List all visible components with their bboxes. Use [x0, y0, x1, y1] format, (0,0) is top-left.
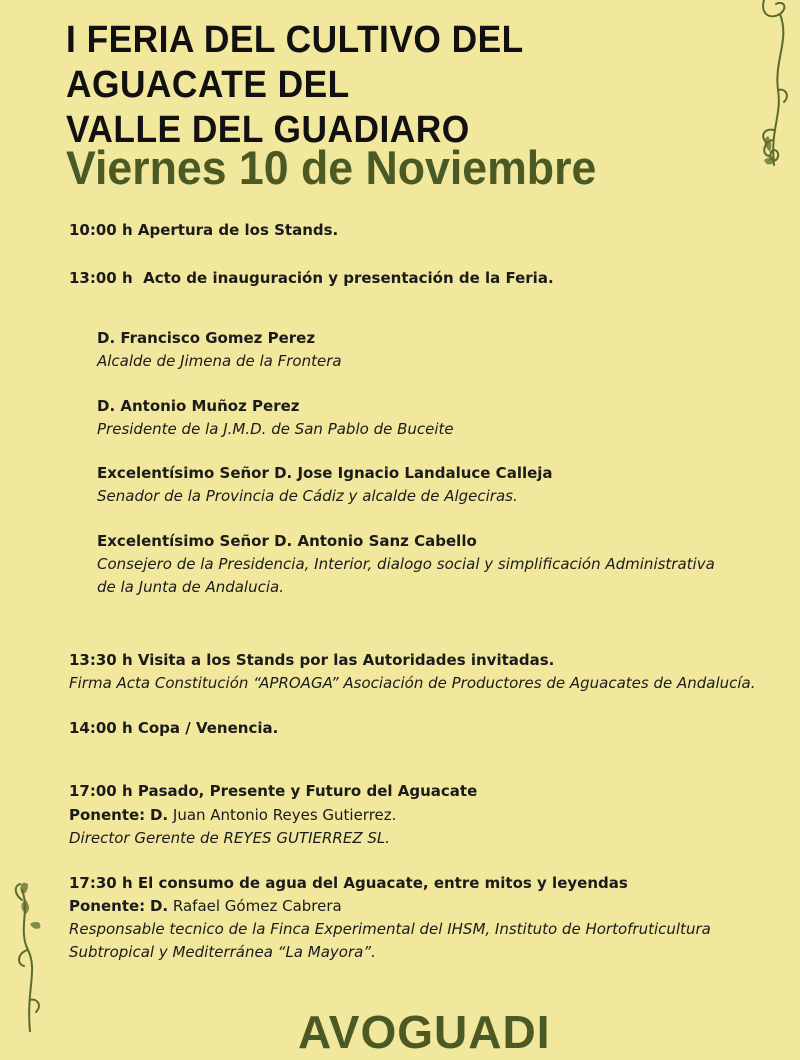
- speaker-label: Ponente:: [69, 806, 146, 824]
- guest-name: D. Francisco Gomez Perez: [97, 329, 316, 347]
- guest-role: Senador de la Provincia de Cádiz y alcalde de Algeciras.: [97, 487, 518, 505]
- guest-role-line-2: de la Junta de Andalucia.: [97, 578, 284, 596]
- agenda-text: Acto de inauguración y presentación de la Feria.: [143, 269, 554, 287]
- title-line-2: VALLE DEL GUADIARO: [66, 109, 470, 151]
- guest-name: Excelentísimo Señor D. Jose Ignacio Landaluce Calleja: [97, 464, 553, 482]
- guest-role: Presidente de la J.M.D. de San Pablo de Buceite: [97, 420, 454, 438]
- guest-name: Excelentísimo Señor D. Antonio Sanz Cabello: [97, 532, 477, 550]
- vine-decoration-top-icon: [740, 0, 800, 175]
- speaker-line: [69, 804, 396, 826]
- footer-brand: AVOGUADI: [298, 1006, 551, 1058]
- agenda-time: 13:00 h: [69, 269, 133, 287]
- guest-role: Alcalde de Jimena de la Frontera: [97, 352, 342, 370]
- agenda-item-talk-1: 17:00 h Pasado, Presente y Futuro del Aguacate: [69, 782, 478, 800]
- speaker-name: Rafael Gómez Cabrera: [172, 897, 342, 915]
- speaker-role: Director Gerente de REYES GUTIERREZ SL.: [69, 829, 391, 847]
- guest-name: D. Antonio Muñoz Perez: [97, 397, 300, 415]
- page-title: [66, 18, 698, 153]
- agenda-item-copa: 14:00 h Copa / Venencia.: [69, 719, 279, 737]
- speaker-label: Ponente:: [69, 897, 146, 915]
- title-line-1: I FERIA DEL CULTIVO DEL AGUACATE DEL: [66, 19, 524, 106]
- speaker-role-line-2: Subtropical y Mediterránea “La Mayora”.: [69, 943, 376, 961]
- event-date: Viernes 10 de Noviembre: [66, 141, 597, 194]
- speaker-prefix: D.: [149, 806, 169, 824]
- guest-role-line-1: Consejero de la Presidencia, Interior, dialogo social y simplificación Administrativa: [97, 555, 715, 573]
- agenda-item-talk-2: 17:30 h El consumo de agua del Aguacate, entre mitos y leyendas: [69, 874, 628, 892]
- vine-decoration-bottom-icon: [8, 880, 48, 1032]
- agenda-note: Firma Acta Constitución “APROAGA” Asociación de Productores de Aguacates de Andalucía.: [69, 674, 756, 692]
- speaker-prefix: D.: [149, 897, 169, 915]
- speaker-name: Juan Antonio Reyes Gutierrez.: [172, 806, 397, 824]
- agenda-item-opening: 10:00 h Apertura de los Stands.: [69, 221, 339, 239]
- speaker-line: [69, 895, 342, 917]
- speaker-role-line-1: Responsable tecnico de la Finca Experimental del IHSM, Instituto de Hortofruticultura: [69, 920, 711, 938]
- agenda-item-inauguration: [69, 267, 554, 289]
- agenda-item-visit: 13:30 h Visita a los Stands por las Autoridades invitadas.: [69, 651, 555, 669]
